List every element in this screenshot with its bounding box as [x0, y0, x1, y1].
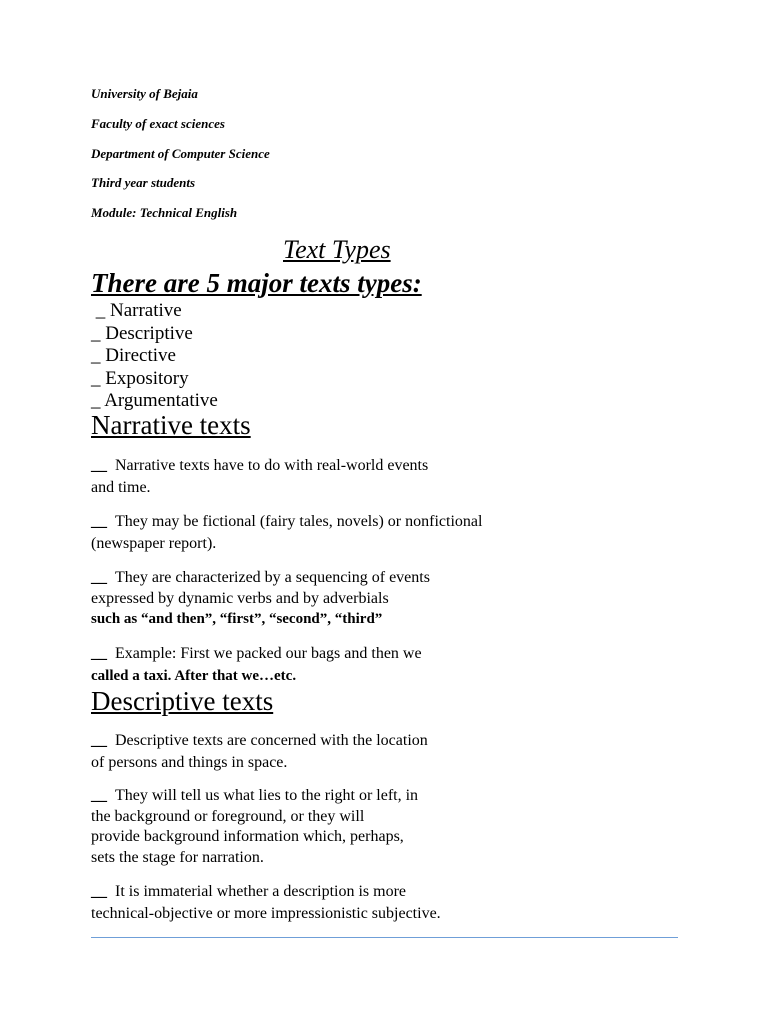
list-item: _ Directive [91, 345, 176, 366]
descriptive-heading: Descriptive texts [91, 686, 274, 716]
bullet-dash: __ [91, 645, 107, 662]
year-label: Third year students [91, 175, 196, 190]
descriptive-paragraph-3: __ It is immaterial whether a description is more technical-objective or more impressionistic subjective. [91, 883, 441, 922]
narrative-paragraph-1: __ Narrative texts have to do with real-world events and time. [91, 457, 429, 496]
bullet-dash: __ [91, 457, 107, 474]
bullet-dash: __ [91, 732, 107, 749]
page-title: Text Types [283, 235, 391, 264]
bullet-dash: __ [91, 513, 107, 530]
descriptive-paragraph-2: __ They will tell us what lies to the right or left, in the background or foreground, or they will provide background information which, perhaps, sets the stage for narration. [91, 787, 419, 866]
bullet-dash: __ [91, 883, 107, 900]
intro-heading: There are 5 major texts types: [91, 268, 422, 298]
faculty-name: Faculty of exact sciences [91, 116, 225, 131]
list-item: _ Expository [91, 367, 189, 389]
narrative-paragraph-3: __ They are characterized by a sequencing of events expressed by dynamic verbs and by adverbials such as “and then”, “first”, “second”, “third” [91, 569, 430, 627]
list-item: _ Descriptive [91, 322, 193, 344]
text-types-list [91, 300, 218, 413]
narrative-paragraph-2: __ They may be fictional (fairy tales, novels) or nonfictional (newspaper report). [91, 513, 483, 552]
department-name: Department of Computer Science [91, 146, 270, 161]
module-label: Module: Technical English [91, 205, 238, 220]
bullet-dash: __ [91, 569, 107, 586]
narrative-paragraph-4: __ Example: First we packed our bags and then we called a taxi. After that we…etc. [91, 645, 422, 684]
narrative-heading: Narrative texts [91, 410, 251, 440]
descriptive-paragraph-1: __ Descriptive texts are concerned with the location of persons and things in space. [91, 732, 428, 771]
footer-divider [91, 937, 678, 938]
bullet-dash: __ [91, 787, 107, 804]
university-name: University of Bejaia [91, 86, 198, 101]
list-item: _ Narrative [91, 300, 182, 321]
list-item: _ Argumentative [91, 390, 218, 411]
